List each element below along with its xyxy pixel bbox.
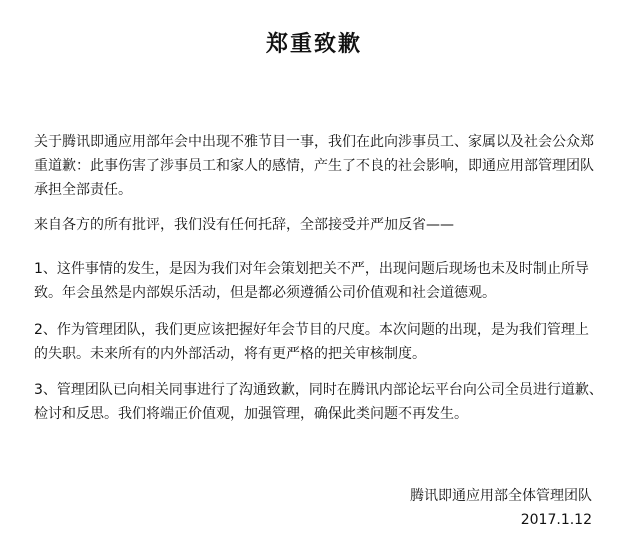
paragraph-line: 的失职。未来所有的内外部活动，将有更严格的把关审核制度。 xyxy=(34,346,426,362)
paragraph-point-3 xyxy=(34,378,603,426)
paragraph-line: 重道歉：此事伤害了涉事员工和家人的感情，产生了不良的社会影响，即通应用部管理团队 xyxy=(34,158,594,174)
signature: 腾讯即通应用部全体管理团队 xyxy=(410,488,592,504)
paragraph-line: 来自各方的所有批评，我们没有任何托辞，全部接受并严加反省—— xyxy=(34,217,454,233)
paragraph-line: 承担全部责任。 xyxy=(34,182,132,198)
paragraph-point-2 xyxy=(34,318,596,366)
paragraph-line: 致。年会虽然是内部娱乐活动，但是都必须遵循公司价值观和社会道德观。 xyxy=(34,285,496,301)
paragraph-line: 关于腾讯即通应用部年会中出现不雅节目一事，我们在此向涉事员工、家属以及社会公众郑 xyxy=(34,134,594,150)
paragraph-point-1 xyxy=(34,257,596,305)
paragraph-apology xyxy=(34,130,596,202)
date: 2017.1.12 xyxy=(520,512,592,528)
paragraph-line: 1、这件事情的发生，是因为我们对年会策划把关不严，出现问题后现场也未及时制止所导 xyxy=(34,261,589,277)
paragraph-line: 2、作为管理团队，我们更应该把握好年会节目的尺度。本次问题的出现，是为我们管理上 xyxy=(34,322,589,338)
letter-title: 郑重致歉 xyxy=(265,32,362,57)
paragraph-acceptance xyxy=(34,213,596,237)
paragraph-line: 检讨和反思。我们将端正价值观，加强管理，确保此类问题不再发生。 xyxy=(34,406,468,422)
paragraph-line: 3、管理团队已向相关同事进行了沟通致歉，同时在腾讯内部论坛平台向公司全员进行道歉、 xyxy=(34,382,603,398)
